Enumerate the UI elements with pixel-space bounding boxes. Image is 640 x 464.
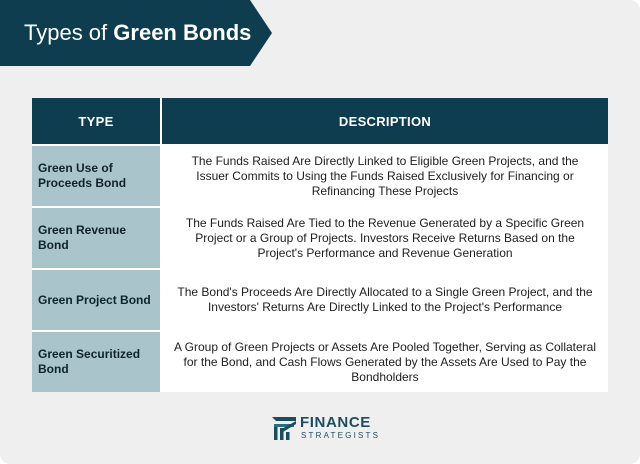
finance-strategists-logo-icon	[272, 415, 296, 441]
header-type: TYPE	[32, 98, 162, 144]
logo-sub-text: STRATEGISTS	[301, 431, 381, 440]
type-cell: Green Securitized Bond	[32, 330, 162, 392]
title-light: Types of	[24, 20, 114, 45]
table-row	[32, 144, 608, 206]
green-bonds-table	[32, 98, 608, 392]
table-row	[32, 330, 608, 392]
type-cell: Green Use of Proceeds Bond	[32, 144, 162, 206]
type-cell: Green Project Bond	[32, 268, 162, 330]
description-cell: The Funds Raised Are Tied to the Revenue Generated by a Specific Green Project or a Group of Projects. Investors Receive Returns Based on the Project's Performance and Revenue Generation	[162, 206, 608, 268]
table-header-row	[32, 98, 608, 144]
finance-strategists-logo	[272, 413, 382, 443]
logo-main-text: FINANCE	[300, 414, 371, 431]
table-row	[32, 268, 608, 330]
title-bold: Green Bonds	[113, 20, 252, 45]
description-cell: The Funds Raised Are Directly Linked to Eligible Green Projects, and the Issuer Commits to Using the Funds Raised Exclusively for Financing or Refinancing These Projects	[162, 144, 608, 206]
header-description: DESCRIPTION	[162, 98, 608, 144]
type-cell: Green Revenue Bond	[32, 206, 162, 268]
description-cell: The Bond's Proceeds Are Directly Allocated to a Single Green Project, and the Investors' Returns Are Directly Linked to the Project's Performance	[162, 268, 608, 330]
description-cell: A Group of Green Projects or Assets Are Pooled Together, Serving as Collateral for the Bond, and Cash Flows Generated by the Assets Are Used to Pay the Bondholders	[162, 330, 608, 392]
table-row	[32, 206, 608, 268]
page-title	[24, 18, 251, 48]
